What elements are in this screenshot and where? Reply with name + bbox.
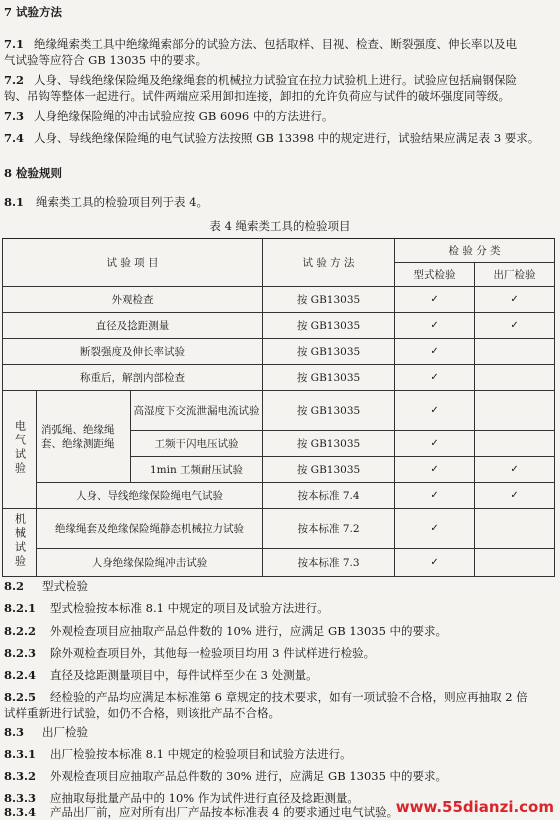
clause-number: 7.3 — [4, 109, 25, 123]
clause-number: 8.3 — [4, 725, 25, 739]
test-method: 按 GB13035 — [263, 339, 395, 365]
check-mark: ✓ — [395, 509, 475, 549]
clause-7-2 — [4, 72, 517, 88]
header-factory-test: 出厂检验 — [475, 263, 555, 287]
clause-number: 8.3.4 — [4, 805, 37, 819]
test-method: 按 GB13035 — [263, 365, 395, 391]
clause-7-4 — [4, 130, 539, 146]
empty-cell — [475, 509, 555, 549]
mechanical-test-group — [3, 509, 37, 577]
clause-text: 除外观检查项目外，其他每一检验项目均用 3 件试样进行检验。 — [50, 646, 376, 660]
clause-7-1 — [4, 36, 517, 52]
clause-number: 8.3.3 — [4, 791, 37, 805]
clause-text: 出厂检验 — [42, 725, 88, 739]
test-item: 工频干闪电压试验 — [131, 431, 263, 457]
test-method: 按 GB13035 — [263, 313, 395, 339]
table-row — [3, 509, 555, 549]
electrical-test-group — [3, 391, 37, 509]
table-row — [3, 287, 555, 313]
clause-text: 产品出厂前，应对所有出厂产品按本标准表 4 的要求通过电气试验。 — [50, 805, 399, 819]
test-item: 断裂强度及伸长率试验 — [3, 339, 263, 365]
clause-text: 绝缘绳索类工具中绝缘绳索部分的试验方法、包括取样、目视、检查、断裂强度、伸长率以及电 — [34, 37, 517, 51]
clause-number: 8.2.1 — [4, 601, 37, 615]
check-mark: ✓ — [475, 457, 555, 483]
clause-number: 7.4 — [4, 131, 25, 145]
clause-8-2-1 — [4, 600, 329, 616]
check-mark: ✓ — [395, 391, 475, 431]
clause-text: 型式检验 — [42, 579, 88, 593]
check-mark: ✓ — [395, 339, 475, 365]
section-7-heading: 7 试验方法 — [4, 5, 63, 19]
clause-text: 应抽取每批量产品中的 10% 作为试件进行直径及捻距测量。 — [50, 791, 359, 805]
empty-cell — [475, 431, 555, 457]
header-type-test: 型式检验 — [395, 263, 475, 287]
electrical-test-label: 电气试验 — [13, 419, 27, 476]
header-inspection-class: 检 验 分 类 — [395, 239, 555, 263]
clause-text: 人身绝缘保险绳的冲击试验应按 GB 6096 中的方法进行。 — [34, 109, 334, 123]
check-mark: ✓ — [475, 313, 555, 339]
section-8-heading: 8 检验规则 — [4, 166, 63, 180]
table-header-row — [3, 239, 555, 263]
clause-8-2-5-cont: 试样重新进行试验，如仍不合格，则该批产品不合格。 — [4, 706, 280, 720]
empty-cell — [475, 391, 555, 431]
site-watermark: www.55dianzi.com — [395, 798, 554, 816]
table-row — [3, 483, 555, 509]
test-item: 绝缘绳套及绝缘保险绳静态机械拉力试验 — [37, 509, 263, 549]
test-method: 按本标准 7.3 — [263, 549, 395, 577]
test-item: 外观检查 — [3, 287, 263, 313]
clause-number: 8.2 — [4, 579, 25, 593]
test-method: 按 GB13035 — [263, 457, 395, 483]
test-method: 按 GB13035 — [263, 391, 395, 431]
clause-number: 8.2.2 — [4, 624, 37, 638]
clause-number: 8.2.5 — [4, 690, 37, 704]
table-title: 表 4 绳索类工具的检验项目 — [209, 219, 351, 233]
clause-8-2-2 — [4, 623, 447, 639]
test-item: 人身、导线绝缘保险绳电气试验 — [37, 483, 263, 509]
clause-8-2-3 — [4, 645, 375, 661]
clause-8-3-2 — [4, 768, 447, 784]
clause-number: 7.1 — [4, 37, 25, 51]
clause-text: 人身、导线绝缘保险绳的电气试验方法按照 GB 13398 中的规定进行，试验结果应满足表 3 要求。 — [34, 131, 540, 145]
clause-8-3-4 — [4, 804, 398, 820]
check-mark: ✓ — [395, 431, 475, 457]
clause-text: 人身、导线绝缘保险绳及绝缘绳套的机械拉力试验宜在拉力试验机上进行。试验应包括扁钢保险 — [34, 73, 517, 87]
test-method: 按本标准 7.2 — [263, 509, 395, 549]
header-test-item: 试 验 项 目 — [3, 239, 263, 287]
check-mark: ✓ — [395, 483, 475, 509]
clause-text: 绳索类工具的检验项目列于表 4。 — [36, 195, 208, 209]
clause-7-1-cont: 气试验等应符合 GB 13035 中的要求。 — [4, 53, 208, 67]
mechanical-test-label: 机械试验 — [13, 512, 27, 569]
table-row — [3, 549, 555, 577]
test-item: 称重后，解剖内部检查 — [3, 365, 263, 391]
clause-number: 8.3.1 — [4, 747, 37, 761]
clause-8-3-1 — [4, 746, 352, 762]
clause-8-1 — [4, 194, 208, 210]
clause-number: 8.1 — [4, 195, 25, 209]
check-mark: ✓ — [475, 287, 555, 313]
check-mark: ✓ — [395, 365, 475, 391]
check-mark: ✓ — [475, 483, 555, 509]
check-mark: ✓ — [395, 287, 475, 313]
clause-text: 外观检查项目应抽取产品总件数的 10% 进行，应满足 GB 13035 中的要求。 — [50, 624, 448, 638]
test-method: 按 GB13035 — [263, 287, 395, 313]
clause-text: 出厂检验按本标准 8.1 中规定的检验项目和试验方法进行。 — [50, 747, 352, 761]
test-item: 高湿度下交流泄漏电流试验 — [131, 391, 263, 431]
clause-number: 8.2.4 — [4, 668, 37, 682]
header-test-method: 试 验 方 法 — [263, 239, 395, 287]
table-row — [3, 339, 555, 365]
clause-text: 直径及捻距测量项目中，每件试样至少在 3 处测量。 — [50, 668, 318, 682]
clause-8-2-5 — [4, 689, 528, 705]
clause-7-3 — [4, 108, 333, 124]
table-row — [3, 365, 555, 391]
test-method: 按本标准 7.4 — [263, 483, 395, 509]
test-method: 按 GB13035 — [263, 431, 395, 457]
empty-cell — [475, 365, 555, 391]
clause-number: 8.3.2 — [4, 769, 37, 783]
check-mark: ✓ — [395, 313, 475, 339]
empty-cell — [475, 549, 555, 577]
check-mark: ✓ — [395, 457, 475, 483]
clause-text: 型式检验按本标准 8.1 中规定的项目及试验方法进行。 — [50, 601, 329, 615]
clause-8-3-heading — [4, 724, 88, 740]
clause-number: 7.2 — [4, 73, 25, 87]
clause-7-2-cont: 钩、吊钩等整体一起进行。试件两端应采用卸扣连接，卸扣的允许负荷应与试件的破坏强度同等级。 — [4, 89, 510, 103]
check-mark: ✓ — [395, 549, 475, 577]
table-row — [3, 391, 555, 431]
electrical-subgroup: 消弧绳、绝缘绳套、绝缘测距绳 — [37, 391, 131, 483]
inspection-items-table — [2, 238, 555, 577]
empty-cell — [475, 339, 555, 365]
table-row — [3, 313, 555, 339]
clause-number: 8.2.3 — [4, 646, 37, 660]
clause-text: 外观检查项目应抽取产品总件数的 30% 进行，应满足 GB 13035 中的要求。 — [50, 769, 448, 783]
clause-8-2-heading — [4, 578, 88, 594]
test-item: 直径及捻距测量 — [3, 313, 263, 339]
clause-text: 经检验的产品均应满足本标准第 6 章规定的技术要求，如有一项试验不合格，则应再抽取 2 倍 — [50, 690, 528, 704]
test-item: 1min 工频耐压试验 — [131, 457, 263, 483]
clause-8-2-4 — [4, 667, 318, 683]
test-item: 人身绝缘保险绳冲击试验 — [37, 549, 263, 577]
